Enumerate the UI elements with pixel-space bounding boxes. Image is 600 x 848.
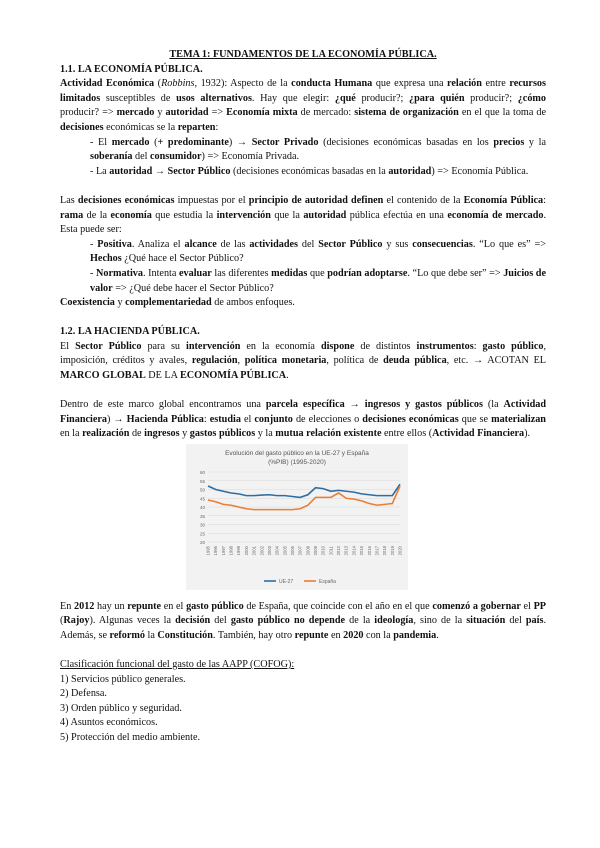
text-run: ). Algunas veces la <box>89 615 176 627</box>
bold-text: reformó <box>109 629 145 641</box>
text-run: de la <box>83 209 111 221</box>
text-run: y <box>179 428 190 440</box>
y-tick-label: 30 <box>199 522 205 528</box>
y-tick-label: 25 <box>199 531 205 537</box>
bullet-autoridad <box>60 165 546 180</box>
x-tick-label: 2014 <box>351 546 357 556</box>
bold-text: autoridad <box>303 209 347 221</box>
y-tick-label: 60 <box>199 470 205 476</box>
x-tick-label: 2012 <box>336 546 342 556</box>
text-run: que estudia la <box>151 209 217 221</box>
text-run: hay un <box>94 600 128 612</box>
paragraph-actividad-economica <box>60 77 546 135</box>
bold-text: decisiones económicas <box>77 194 175 206</box>
text-run: el <box>520 600 534 612</box>
bullet-normativa <box>60 267 546 296</box>
paragraph-coexistencia <box>60 296 546 311</box>
document-page <box>60 48 546 746</box>
text-run: y la <box>524 136 546 148</box>
bold-text: dispone <box>320 340 355 352</box>
x-tick-label: 2002 <box>259 546 265 556</box>
bold-text: mercado <box>116 107 155 119</box>
text-run: ( <box>60 615 64 627</box>
bold-text: Sector Público <box>167 165 231 177</box>
text-run: - La <box>90 165 110 177</box>
text-run: , etc. → ACOTAN EL <box>446 355 547 367</box>
text-run: producir? => <box>60 107 117 119</box>
bullet-mercado <box>60 136 546 165</box>
bold-text: consecuencias <box>412 238 473 250</box>
text-run: → <box>344 399 365 411</box>
bold-text: estudia <box>209 413 241 425</box>
bold-text: comenzó a gobernar <box>432 600 521 612</box>
text-run: . También, hay otro <box>212 629 295 641</box>
bold-text: mercado <box>111 136 150 148</box>
bold-text: reparten <box>177 121 216 133</box>
text-run: que se <box>458 413 492 425</box>
bold-text: repunte <box>127 600 162 612</box>
x-tick-label: 1996 <box>213 546 219 556</box>
bold-text: Coexistencia <box>60 297 115 309</box>
bold-text: alcance <box>184 238 217 250</box>
text-run: . <box>286 370 289 382</box>
text-run: . <box>436 629 439 641</box>
text-run: ( <box>149 136 158 148</box>
paragraph-decisiones-economicas <box>60 194 546 238</box>
x-tick-label: 2019 <box>389 546 395 556</box>
bold-text: usos alternativos <box>176 92 252 104</box>
text-run: de España, que coincide con el año en el que <box>243 600 433 612</box>
text-run: . “Lo que debe ser” => <box>407 267 504 279</box>
bold-text: no depende <box>293 615 346 627</box>
bold-text: MARCO GLOBAL <box>60 370 146 382</box>
text-run: Dentro de este marco global encontramos una <box>60 399 266 411</box>
x-tick-label: 2004 <box>274 546 280 556</box>
bold-text: decisiones <box>60 121 104 133</box>
x-tick-label: 2003 <box>266 546 272 556</box>
x-tick-label: 1998 <box>228 546 234 556</box>
text-run: ) => Economía Privada. <box>201 151 300 163</box>
text-run: la <box>144 629 158 641</box>
text-run: → <box>152 165 168 177</box>
text-run: - El <box>90 136 112 148</box>
cofog-list <box>60 673 546 746</box>
text-run: de mercado: <box>297 107 355 119</box>
text-run: del <box>298 238 319 250</box>
bold-text: Sector Público <box>318 238 383 250</box>
section-heading-hacienda-publica: 1.2. LA HACIENDA PÚBLICA. <box>60 326 200 338</box>
document-title: TEMA 1: FUNDAMENTOS DE LA ECONOMÍA PÚBLICA. <box>169 49 437 60</box>
text-run: ¿Qué hace el Sector Público? <box>121 253 244 265</box>
bold-text: materializan <box>491 413 546 425</box>
text-run: de <box>129 428 145 440</box>
bold-text: Juicios de valor <box>90 267 546 294</box>
bold-text: Sector Privado <box>251 136 319 148</box>
spacer <box>60 384 546 399</box>
bullet-positiva <box>60 238 546 267</box>
bold-text: Positiva <box>97 238 132 250</box>
text-run: (la <box>482 399 504 411</box>
text-run: pública efectúa en una <box>346 209 448 221</box>
text-run: ( <box>154 78 162 90</box>
text-run: ) → <box>228 136 252 148</box>
bold-text: Normativa <box>96 267 143 279</box>
text-run: , <box>237 355 245 367</box>
bold-text: repunte <box>294 629 329 641</box>
bold-text: autoridad <box>165 107 209 119</box>
bold-text: rama <box>60 209 84 221</box>
text-run: . “Lo que es” => <box>472 238 546 250</box>
text-run: económicas se la <box>103 121 178 133</box>
bold-text: evaluar <box>179 267 212 279</box>
cofog-item: 5) Protección del medio ambiente. <box>60 731 201 743</box>
bold-text: Economía mixta <box>226 107 298 119</box>
bold-text: gasto público <box>186 600 244 612</box>
bold-text: ECONOMÍA PÚBLICA <box>180 370 287 382</box>
text-run: del <box>210 615 231 627</box>
chart-subtitle: (%PIB) (1995-2020) <box>268 459 326 467</box>
text-run: el <box>240 413 255 425</box>
text-run: del <box>132 151 150 163</box>
text-run: para su <box>141 340 187 352</box>
text-run: del <box>505 615 526 627</box>
text-run: con la <box>363 629 394 641</box>
bold-text: recursos limitados <box>60 78 546 104</box>
bold-text: intervención <box>216 209 271 221</box>
text-run: producir?; <box>355 92 409 104</box>
x-tick-label: 1997 <box>220 546 226 556</box>
bold-text: realización <box>82 428 130 440</box>
bold-text: gastos públicos <box>189 428 256 440</box>
bold-text: definen <box>351 194 384 206</box>
text-run: de ambos enfoques. <box>211 297 295 309</box>
text-run: que expresa una <box>372 78 448 90</box>
bold-text: deuda pública <box>383 355 447 367</box>
y-tick-label: 20 <box>199 540 205 546</box>
x-tick-label: 2009 <box>313 546 319 556</box>
bold-text: Sector Público <box>75 340 142 352</box>
text-run: (decisiones económicas basadas en los <box>318 136 494 148</box>
cofog-item: 2) Defensa. <box>60 688 107 700</box>
bold-text: instrumentos <box>416 340 474 352</box>
text-run: , 1932): Aspecto de la <box>194 78 292 90</box>
x-tick-label: 2005 <box>282 546 288 556</box>
text-run: de distintos <box>354 340 417 352</box>
text-run: que la <box>270 209 304 221</box>
bold-text: Economía Pública <box>463 194 544 206</box>
bold-text: parcela específica <box>265 399 345 411</box>
bold-text: soberanía <box>90 151 133 163</box>
cofog-item: 1) Servicios público generales. <box>60 673 186 685</box>
y-tick-label: 40 <box>199 505 205 511</box>
bold-text: conducta Humana <box>291 78 373 90</box>
text-run: susceptibles de <box>100 92 177 104</box>
bold-text: consumidor <box>150 151 202 163</box>
text-run: Las <box>60 194 78 206</box>
text-run: producir?; <box>464 92 518 104</box>
x-tick-label: 2013 <box>343 546 349 556</box>
bold-text: conjunto <box>254 413 293 425</box>
bold-text: país <box>525 615 544 627</box>
text-run: impuestas por el <box>174 194 249 206</box>
bold-text: política monetaria <box>244 355 327 367</box>
x-tick-label: 2000 <box>243 546 249 556</box>
cofog-heading: Clasificación funcional del gasto de las AAPP (COFOG): <box>60 659 295 670</box>
x-tick-label: 2006 <box>289 546 295 556</box>
cofog-item: 4) Asuntos económicos. <box>60 717 158 729</box>
bold-text: principio de autoridad <box>248 194 348 206</box>
paragraph-marco-global <box>60 398 546 442</box>
bold-text: Actividad Financiera <box>432 428 525 440</box>
bold-text: intervención <box>186 340 241 352</box>
bold-text: ingresos <box>144 428 180 440</box>
text-run: : <box>473 340 483 352</box>
text-run: : <box>215 121 219 133</box>
y-tick-label: 55 <box>199 478 205 484</box>
text-run: . Además, se <box>60 615 546 641</box>
bold-text: medidas <box>271 267 308 279</box>
x-tick-label: 2016 <box>366 546 372 556</box>
x-tick-label: 2018 <box>382 546 388 556</box>
text-run: en el que la toma de <box>458 107 547 119</box>
text-run: ) → <box>106 413 127 425</box>
bold-text: pandemia <box>393 629 437 641</box>
text-run: : <box>543 194 546 206</box>
x-tick-label: 2011 <box>328 546 334 556</box>
bold-text: ¿para quién <box>409 92 465 104</box>
y-tick-label: 45 <box>199 496 205 502</box>
text-run: . Hay que elegir: <box>251 92 335 104</box>
text-run: ). <box>524 428 531 440</box>
bold-text: Hacienda Pública <box>126 413 204 425</box>
bold-text: 2020 <box>343 629 364 641</box>
spacer <box>60 643 546 658</box>
bold-text: Rajoy <box>63 615 90 627</box>
chart-title: Evolución del gasto público en la UE-27 y España <box>225 450 369 458</box>
x-tick-label: 2008 <box>305 546 311 556</box>
text-run: => <box>208 107 227 119</box>
text-run: en <box>328 629 344 641</box>
bold-text: ¿qué <box>334 92 356 104</box>
bold-text: ideología <box>374 615 414 627</box>
paragraph-sector-publico <box>60 340 546 384</box>
spacer <box>60 311 546 326</box>
text-run: , sino de la <box>413 615 467 627</box>
bold-text: complementariedad <box>125 297 212 309</box>
bold-text: mutua relación existente <box>275 428 382 440</box>
bold-text: Constitución <box>157 629 213 641</box>
x-tick-label: 2020 <box>397 546 403 556</box>
bold-text: podrían adoptarse <box>327 267 408 279</box>
legend-label: UE-27 <box>279 579 294 586</box>
text-run: en la <box>60 428 83 440</box>
y-tick-label: 35 <box>199 513 205 519</box>
bold-text: sistema de organización <box>354 107 459 119</box>
bold-text: gasto público <box>482 340 544 352</box>
bold-text: economía <box>110 209 152 221</box>
text-run: - <box>90 238 98 250</box>
bold-text: actividades <box>249 238 299 250</box>
text-run: de la <box>345 615 375 627</box>
bold-text: ingresos y gastos públicos <box>364 399 483 411</box>
text-run: y la <box>255 428 276 440</box>
x-tick-label: 2010 <box>320 546 326 556</box>
bold-text: autoridad <box>388 165 432 177</box>
bold-text: gasto público <box>230 615 290 627</box>
bold-text: economía de mercado <box>447 209 544 221</box>
text-run: . Intenta <box>142 267 179 279</box>
x-tick-label: 2007 <box>297 546 303 556</box>
x-tick-label: 1995 <box>205 546 211 556</box>
bold-text: decisión <box>175 615 211 627</box>
bold-text: + predominante <box>157 136 229 148</box>
text-run: entre ellos ( <box>381 428 433 440</box>
x-tick-label: 1999 <box>236 546 242 556</box>
x-tick-label: 2001 <box>251 546 257 556</box>
bold-text: relación <box>447 78 482 90</box>
bold-text: PP <box>533 600 547 612</box>
bold-text: decisiones económicas <box>362 413 459 425</box>
bold-text: Actividad Financiera <box>60 399 546 425</box>
cofog-item: 3) Orden público y seguridad. <box>60 702 182 714</box>
text-run: el contenido de la <box>383 194 464 206</box>
section-heading-economia-publica: 1.1. LA ECONOMÍA PÚBLICA. <box>60 63 203 75</box>
text-run: en la economía <box>240 340 321 352</box>
italic-text: Robbins <box>161 78 195 90</box>
text-run: => ¿Qué debe hacer el Sector Público? <box>112 282 274 294</box>
bold-text: ¿cómo <box>517 92 546 104</box>
text-run: ) => Economía Pública. <box>431 165 529 177</box>
text-run: DE LA <box>145 370 180 382</box>
bold-text: precios <box>493 136 525 148</box>
bold-text: autoridad <box>109 165 153 177</box>
text-run: entre <box>481 78 510 90</box>
bold-text: Actividad Económica <box>60 78 155 90</box>
text-run: En <box>60 600 74 612</box>
spacer <box>60 179 546 194</box>
x-tick-label: 2015 <box>359 546 365 556</box>
text-run: de las <box>216 238 250 250</box>
text-run: y <box>114 297 126 309</box>
y-tick-label: 50 <box>199 487 205 493</box>
text-run: (decisiones económicas basadas en la <box>230 165 389 177</box>
text-run: El <box>60 340 76 352</box>
text-run: : <box>203 413 210 425</box>
text-run: las diferentes <box>211 267 272 279</box>
text-run: que <box>307 267 328 279</box>
bold-text: Hechos <box>90 253 122 265</box>
bold-text: situación <box>466 615 506 627</box>
legend-label: España <box>319 579 336 586</box>
text-run: . Esta puede ser: <box>60 209 547 236</box>
text-run: de elecciones o <box>292 413 363 425</box>
text-run: - <box>90 267 96 279</box>
paragraph-repunte-2012 <box>60 600 546 644</box>
x-tick-label: 2017 <box>374 546 380 556</box>
text-run: , imposición, créditos y avales, <box>60 340 546 367</box>
text-run: y sus <box>382 238 413 250</box>
text-run: en el <box>161 600 187 612</box>
bold-text: regulación <box>191 355 238 367</box>
text-run: y <box>154 107 166 119</box>
text-run: , política de <box>326 355 384 367</box>
gasto-publico-chart <box>186 444 408 590</box>
text-run: . Analiza el <box>131 238 185 250</box>
bold-text: 2012 <box>74 600 95 612</box>
